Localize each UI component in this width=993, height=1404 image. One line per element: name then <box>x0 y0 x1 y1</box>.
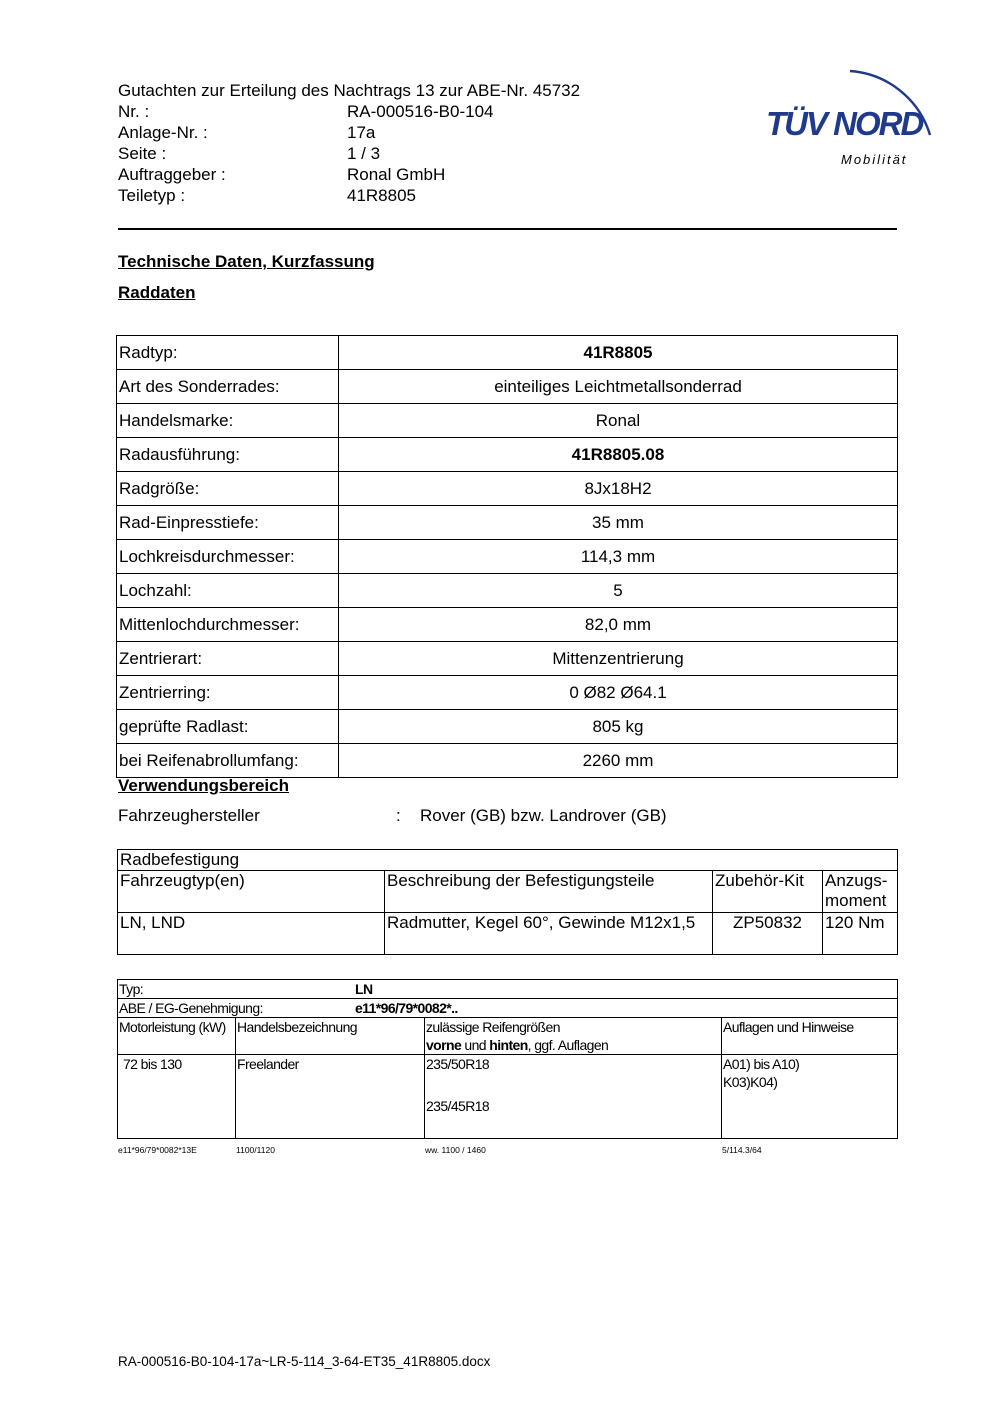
raddaten-value: 8Jx18H2 <box>339 472 898 506</box>
raddaten-row <box>117 336 898 370</box>
header-row-label: Teiletyp : <box>118 186 186 205</box>
header-row-value: Ronal GmbH <box>347 165 446 184</box>
raddaten-label: Lochkreisdurchmesser: <box>117 540 339 574</box>
raddaten-row <box>117 744 898 778</box>
header-divider <box>118 228 897 230</box>
raddaten-value: 805 kg <box>339 710 898 744</box>
col-header-fahrzeugtyp: Fahrzeugtyp(en) <box>118 871 385 913</box>
footer-code-3: ww. 1100 / 1460 <box>425 1145 486 1155</box>
header-row <box>118 101 738 122</box>
header-row-label: Nr. : <box>118 102 150 121</box>
raddaten-row <box>117 574 898 608</box>
raddaten-label: Mittenlochdurchmesser: <box>117 608 339 642</box>
raddaten-value: 41R8805 <box>339 336 898 370</box>
col-header-zubehoer-kit: Zubehör-Kit <box>713 871 823 913</box>
header-row-value: 17a <box>347 123 376 142</box>
document-header <box>118 80 738 206</box>
raddaten-label: bei Reifenabrollumfang: <box>117 744 339 778</box>
header-row <box>118 143 738 164</box>
footer-code-2: 1100/1120 <box>236 1145 275 1155</box>
col-header-motorleistung: Motorleistung (kW) <box>118 1018 236 1055</box>
cell-auflagen <box>722 1055 898 1139</box>
cell-reifengroessen <box>425 1055 722 1139</box>
reifen-size-1: 235/50R18 <box>426 1056 490 1072</box>
raddaten-row <box>117 676 898 710</box>
reifen-header-line1: zulässige Reifengrößen <box>426 1019 560 1035</box>
cell-anzugsmoment: 120 Nm <box>823 913 898 955</box>
raddaten-value: Mittenzentrierung <box>339 642 898 676</box>
abe-row <box>118 999 898 1018</box>
col-header-handelsbezeichnung: Handelsbezeichnung <box>236 1018 425 1055</box>
raddaten-row <box>117 370 898 404</box>
raddaten-row <box>117 438 898 472</box>
raddaten-row <box>117 710 898 744</box>
header-row <box>118 164 738 185</box>
header-row-value: RA-000516-B0-104 <box>347 102 494 121</box>
abe-value: e11*96/79*0082*.. <box>355 1000 458 1016</box>
section-heading-raddaten: Raddaten <box>118 283 196 302</box>
auflagen-line-2: K03)K04) <box>723 1074 778 1090</box>
header-row <box>118 122 738 143</box>
reifen-header-und: und <box>461 1037 490 1053</box>
logo-brand: TÜV NORD <box>766 105 923 142</box>
raddaten-label: Zentrierring: <box>117 676 339 710</box>
raddaten-value: 2260 mm <box>339 744 898 778</box>
cell-zubehoer-kit: ZP50832 <box>713 913 823 955</box>
raddaten-value: einteiliges Leichtmetallsonderrad <box>339 370 898 404</box>
typ-table-footer <box>117 1145 898 1155</box>
col-header-beschreibung: Beschreibung der Befestigungsteile <box>385 871 713 913</box>
raddaten-value: 41R8805.08 <box>339 438 898 472</box>
typ-table <box>117 979 898 1139</box>
section-heading-verwendungsbereich: Verwendungsbereich <box>118 776 289 795</box>
section-heading-technische-daten: Technische Daten, Kurzfassung <box>118 252 375 271</box>
cell-beschreibung: Radmutter, Kegel 60°, Gewinde M12x1,5 <box>385 913 713 955</box>
raddaten-row <box>117 540 898 574</box>
raddaten-table <box>116 335 898 778</box>
raddaten-value: Ronal <box>339 404 898 438</box>
reifen-header-vorne: vorne <box>426 1037 462 1053</box>
header-row <box>118 185 738 206</box>
reifen-header-hinten: hinten <box>489 1037 528 1053</box>
raddaten-value: 0 Ø82 Ø64.1 <box>339 676 898 710</box>
footer-code-1: e11*96/79*0082*13E <box>118 1145 197 1155</box>
cell-motorleistung-text: 72 bis 130 <box>123 1056 182 1072</box>
header-rows <box>118 101 738 206</box>
reifen-header-line2 <box>426 1036 720 1054</box>
typ-row <box>118 980 898 999</box>
footer-code-4: 5/114.3/64 <box>722 1145 762 1155</box>
raddaten-label: Radgröße: <box>117 472 339 506</box>
abe-label: ABE / EG-Genehmigung: <box>119 1000 263 1016</box>
header-row-label: Seite : <box>118 144 167 163</box>
tuev-nord-logo <box>760 55 950 175</box>
fahrzeughersteller-label: Fahrzeughersteller <box>118 806 260 825</box>
cell-handelsbezeichnung: Freelander <box>236 1055 425 1139</box>
header-row-label: Anlage-Nr. : <box>118 123 208 142</box>
logo-subtitle: Mobilität <box>841 152 908 167</box>
raddaten-value: 82,0 mm <box>339 608 898 642</box>
page-footer-filename: RA-000516-B0-104-17a~LR-5-114_3-64-ET35_41R8805.docx <box>118 1354 491 1369</box>
raddaten-value: 114,3 mm <box>339 540 898 574</box>
radbefestigung-title: Radbefestigung <box>118 850 898 871</box>
typ-label: Typ: <box>119 981 144 997</box>
raddaten-value: 35 mm <box>339 506 898 540</box>
fahrzeughersteller-separator: : <box>396 806 401 825</box>
raddaten-row <box>117 472 898 506</box>
raddaten-label: Radtyp: <box>117 336 339 370</box>
raddaten-row <box>117 642 898 676</box>
raddaten-row <box>117 404 898 438</box>
raddaten-value: 5 <box>339 574 898 608</box>
document-title: Gutachten zur Erteilung des Nachtrags 13 zur ABE-Nr. 45732 <box>118 81 581 100</box>
header-row-value: 41R8805 <box>347 186 417 205</box>
col-header-auflagen: Auflagen und Hinweise <box>722 1018 898 1055</box>
raddaten-row <box>117 506 898 540</box>
fahrzeughersteller-value: Rover (GB) bzw. Landrover (GB) <box>420 806 667 825</box>
raddaten-label: geprüfte Radlast: <box>117 710 339 744</box>
raddaten-label: Art des Sonderrades: <box>117 370 339 404</box>
raddaten-row <box>117 608 898 642</box>
raddaten-label: Radausführung: <box>117 438 339 472</box>
header-row-value: 1 / 3 <box>347 144 381 163</box>
reifen-size-2: 235/45R18 <box>426 1098 490 1114</box>
col-header-reifengroessen <box>425 1018 722 1055</box>
raddaten-label: Lochzahl: <box>117 574 339 608</box>
typ-value: LN <box>355 981 373 997</box>
cell-fahrzeugtyp: LN, LND <box>118 913 385 955</box>
raddaten-label: Rad-Einpresstiefe: <box>117 506 339 540</box>
header-row-label: Auftraggeber : <box>118 165 226 184</box>
radbefestigung-table <box>117 849 898 955</box>
raddaten-label: Zentrierart: <box>117 642 339 676</box>
auflagen-line-1: A01) bis A10) <box>723 1056 800 1072</box>
col-header-anzugsmoment: Anzugs-moment <box>823 871 898 913</box>
cell-motorleistung <box>118 1055 236 1139</box>
raddaten-label: Handelsmarke: <box>117 404 339 438</box>
reifen-header-rest: , ggf. Auflagen <box>527 1037 609 1053</box>
